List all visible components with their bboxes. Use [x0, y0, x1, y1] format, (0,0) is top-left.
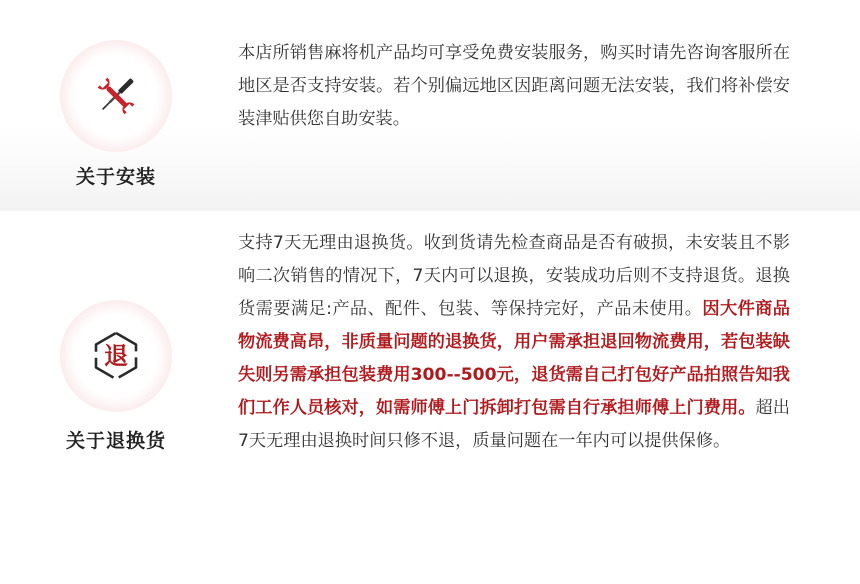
- return-badge-icon: [89, 329, 143, 383]
- install-description: 本店所销售麻将机产品均可享受免费安装服务，购买时请先咨询客服所在地区是否支持安装。若个别偏远地区因距离问题无法安装，我们将补偿安装津贴供您自助安装。: [238, 43, 790, 129]
- return-text-after: 超出7天无理由退换时间只修不退，质量问题在一年内可以提供保修。: [238, 398, 790, 451]
- install-icon-column: [0, 40, 232, 189]
- install-section: [0, 0, 860, 211]
- return-icon-column: [0, 300, 232, 453]
- tools-icon: [91, 71, 141, 121]
- install-title: 关于安装: [75, 166, 156, 188]
- return-description: [238, 227, 790, 458]
- return-text-normal: 支持7天无理由退换货。收到货请先检查商品是否有破损，未安装且不影响二次销售的情况下，7天内可以退换，安装成功后则不支持退货。退换货需要满足:产品、配件、包装、等保持完好，产品未使用。: [238, 233, 790, 319]
- return-badge-char: 退: [104, 342, 128, 370]
- return-section: [0, 211, 860, 584]
- return-text-highlight: 因大件商品物流费高昂，非质量问题的退换货，用户需承担退回物流费用，若包装缺失则另需承担包装费用300--500元，退货需自己打包好产品拍照告知我们工作人员核对，如需师傅上门拆卸打包需自行承担师傅上门费用。: [238, 299, 790, 418]
- return-icon-halo: [60, 300, 172, 412]
- install-icon-halo: [60, 40, 172, 152]
- return-title: 关于退换货: [65, 430, 166, 452]
